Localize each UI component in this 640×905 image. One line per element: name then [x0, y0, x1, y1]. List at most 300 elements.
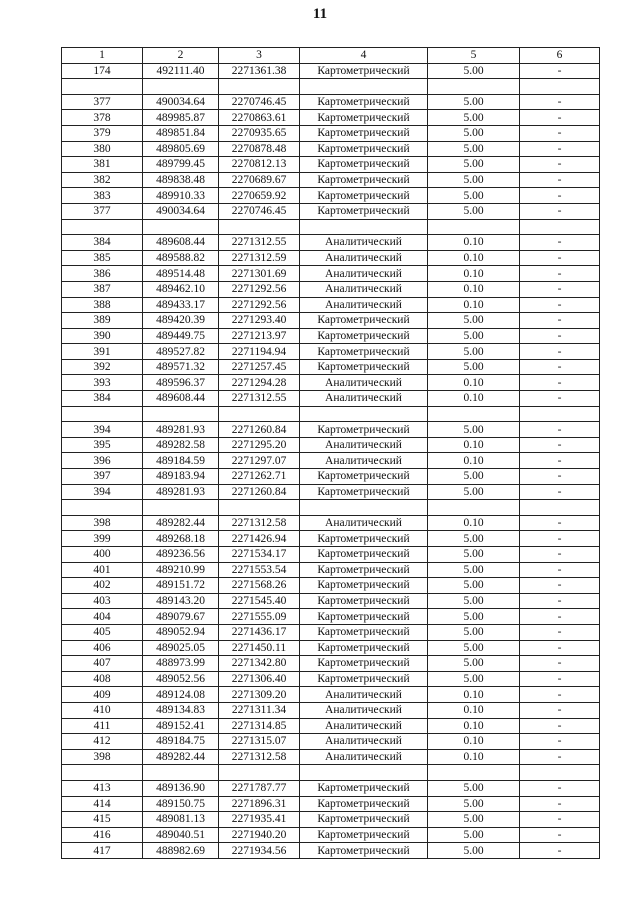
x-coordinate-cell: 489268.18: [143, 531, 219, 547]
table-row: [62, 702, 600, 718]
empty-cell: [520, 765, 600, 781]
note-cell: -: [520, 624, 600, 640]
x-coordinate-cell: 489124.08: [143, 687, 219, 703]
accuracy-cell: 5.00: [428, 796, 520, 812]
x-coordinate-cell: 489282.58: [143, 437, 219, 453]
point-number-cell: 406: [62, 640, 143, 656]
y-coordinate-cell: 2271293.40: [219, 313, 300, 329]
y-coordinate-cell: 2271257.45: [219, 359, 300, 375]
method-cell: Аналитический: [300, 235, 428, 251]
point-number-cell: 408: [62, 671, 143, 687]
accuracy-cell: 5.00: [428, 812, 520, 828]
note-cell: -: [520, 671, 600, 687]
y-coordinate-cell: 2271262.71: [219, 469, 300, 485]
point-number-cell: 377: [62, 203, 143, 219]
accuracy-cell: 5.00: [428, 484, 520, 500]
table-row: [62, 578, 600, 594]
table-row: [62, 827, 600, 843]
table-row: [62, 344, 600, 360]
point-number-cell: 385: [62, 250, 143, 266]
note-cell: -: [520, 843, 600, 859]
table-row: [62, 328, 600, 344]
method-cell: Аналитический: [300, 734, 428, 750]
note-cell: -: [520, 687, 600, 703]
accuracy-cell: 0.10: [428, 391, 520, 407]
note-cell: -: [520, 656, 600, 672]
table-row: [62, 359, 600, 375]
note-cell: -: [520, 469, 600, 485]
y-coordinate-cell: 2271312.58: [219, 749, 300, 765]
y-coordinate-cell: 2270659.92: [219, 188, 300, 204]
method-cell: Аналитический: [300, 702, 428, 718]
table-row: [62, 796, 600, 812]
method-cell: Картометрический: [300, 609, 428, 625]
empty-cell: [520, 406, 600, 422]
point-number-cell: 389: [62, 313, 143, 329]
x-coordinate-cell: 489281.93: [143, 422, 219, 438]
accuracy-cell: 0.10: [428, 250, 520, 266]
x-coordinate-cell: 489449.75: [143, 328, 219, 344]
point-number-cell: 379: [62, 125, 143, 141]
x-coordinate-cell: 489040.51: [143, 827, 219, 843]
accuracy-cell: 0.10: [428, 281, 520, 297]
table-row: [62, 687, 600, 703]
accuracy-cell: 0.10: [428, 235, 520, 251]
point-number-cell: 394: [62, 422, 143, 438]
x-coordinate-cell: 489143.20: [143, 593, 219, 609]
point-number-cell: 416: [62, 827, 143, 843]
y-coordinate-cell: 2270812.13: [219, 157, 300, 173]
note-cell: -: [520, 359, 600, 375]
method-cell: Аналитический: [300, 687, 428, 703]
empty-cell: [219, 406, 300, 422]
note-cell: -: [520, 531, 600, 547]
method-cell: Картометрический: [300, 125, 428, 141]
table-row: [62, 812, 600, 828]
note-cell: -: [520, 266, 600, 282]
accuracy-cell: 5.00: [428, 422, 520, 438]
table-row: [62, 250, 600, 266]
empty-cell: [520, 500, 600, 516]
header-cell: 4: [300, 48, 428, 64]
x-coordinate-cell: 489588.82: [143, 250, 219, 266]
accuracy-cell: 5.00: [428, 624, 520, 640]
separator-row: [62, 406, 600, 422]
x-coordinate-cell: 489183.94: [143, 469, 219, 485]
table-row: [62, 172, 600, 188]
y-coordinate-cell: 2271935.41: [219, 812, 300, 828]
method-cell: Аналитический: [300, 266, 428, 282]
note-cell: -: [520, 157, 600, 173]
accuracy-cell: 5.00: [428, 313, 520, 329]
accuracy-cell: 0.10: [428, 515, 520, 531]
y-coordinate-cell: 2271306.40: [219, 671, 300, 687]
header-cell: 6: [520, 48, 600, 64]
empty-cell: [300, 500, 428, 516]
accuracy-cell: 5.00: [428, 671, 520, 687]
y-coordinate-cell: 2270863.61: [219, 110, 300, 126]
x-coordinate-cell: 489184.59: [143, 453, 219, 469]
empty-cell: [428, 765, 520, 781]
note-cell: -: [520, 250, 600, 266]
point-number-cell: 417: [62, 843, 143, 859]
table-row: [62, 843, 600, 859]
point-number-cell: 397: [62, 469, 143, 485]
method-cell: Картометрический: [300, 359, 428, 375]
method-cell: Аналитический: [300, 453, 428, 469]
table-row: [62, 297, 600, 313]
table-row: [62, 453, 600, 469]
x-coordinate-cell: 489608.44: [143, 235, 219, 251]
note-cell: -: [520, 780, 600, 796]
y-coordinate-cell: 2271342.80: [219, 656, 300, 672]
table-row: [62, 63, 600, 79]
point-number-cell: 393: [62, 375, 143, 391]
note-cell: -: [520, 313, 600, 329]
x-coordinate-cell: 492111.40: [143, 63, 219, 79]
empty-cell: [62, 500, 143, 516]
separator-row: [62, 500, 600, 516]
point-number-cell: 400: [62, 547, 143, 563]
method-cell: Картометрический: [300, 827, 428, 843]
point-number-cell: 394: [62, 484, 143, 500]
accuracy-cell: 5.00: [428, 531, 520, 547]
page-number: 11: [312, 6, 328, 22]
table-row: [62, 484, 600, 500]
empty-cell: [300, 765, 428, 781]
accuracy-cell: 0.10: [428, 687, 520, 703]
x-coordinate-cell: 489462.10: [143, 281, 219, 297]
x-coordinate-cell: 489134.83: [143, 702, 219, 718]
table-row: [62, 313, 600, 329]
note-cell: -: [520, 281, 600, 297]
point-number-cell: 377: [62, 94, 143, 110]
table-row: [62, 375, 600, 391]
y-coordinate-cell: 2271426.94: [219, 531, 300, 547]
accuracy-cell: 5.00: [428, 578, 520, 594]
point-number-cell: 412: [62, 734, 143, 750]
y-coordinate-cell: 2271260.84: [219, 422, 300, 438]
accuracy-cell: 0.10: [428, 297, 520, 313]
point-number-cell: 381: [62, 157, 143, 173]
empty-cell: [219, 79, 300, 95]
point-number-cell: 380: [62, 141, 143, 157]
x-coordinate-cell: 489281.93: [143, 484, 219, 500]
y-coordinate-cell: 2271312.55: [219, 235, 300, 251]
y-coordinate-cell: 2271312.59: [219, 250, 300, 266]
y-coordinate-cell: 2270746.45: [219, 94, 300, 110]
table-row: [62, 94, 600, 110]
x-coordinate-cell: 489152.41: [143, 718, 219, 734]
note-cell: -: [520, 375, 600, 391]
y-coordinate-cell: 2271553.54: [219, 562, 300, 578]
note-cell: -: [520, 812, 600, 828]
table-row: [62, 437, 600, 453]
header-cell: 5: [428, 48, 520, 64]
table-row: [62, 125, 600, 141]
method-cell: Картометрический: [300, 422, 428, 438]
note-cell: -: [520, 422, 600, 438]
x-coordinate-cell: 489282.44: [143, 515, 219, 531]
accuracy-cell: 5.00: [428, 203, 520, 219]
note-cell: -: [520, 749, 600, 765]
accuracy-cell: 0.10: [428, 718, 520, 734]
point-number-cell: 386: [62, 266, 143, 282]
x-coordinate-cell: 489081.13: [143, 812, 219, 828]
method-cell: Картометрический: [300, 63, 428, 79]
accuracy-cell: 5.00: [428, 843, 520, 859]
x-coordinate-cell: 489608.44: [143, 391, 219, 407]
y-coordinate-cell: 2270746.45: [219, 203, 300, 219]
empty-cell: [143, 765, 219, 781]
y-coordinate-cell: 2271315.07: [219, 734, 300, 750]
y-coordinate-cell: 2271309.20: [219, 687, 300, 703]
empty-cell: [520, 79, 600, 95]
table-row: [62, 531, 600, 547]
x-coordinate-cell: 489514.48: [143, 266, 219, 282]
table-row: [62, 157, 600, 173]
header-cell: 3: [219, 48, 300, 64]
y-coordinate-cell: 2271194.94: [219, 344, 300, 360]
x-coordinate-cell: 489079.67: [143, 609, 219, 625]
table-header-row: [62, 48, 600, 64]
table-row: [62, 593, 600, 609]
method-cell: Картометрический: [300, 141, 428, 157]
point-number-cell: 387: [62, 281, 143, 297]
accuracy-cell: 0.10: [428, 375, 520, 391]
method-cell: Картометрический: [300, 328, 428, 344]
table-row: [62, 609, 600, 625]
empty-cell: [300, 406, 428, 422]
point-number-cell: 399: [62, 531, 143, 547]
accuracy-cell: 5.00: [428, 827, 520, 843]
accuracy-cell: 5.00: [428, 593, 520, 609]
accuracy-cell: 5.00: [428, 94, 520, 110]
note-cell: -: [520, 297, 600, 313]
accuracy-cell: 5.00: [428, 172, 520, 188]
note-cell: -: [520, 344, 600, 360]
table-row: [62, 266, 600, 282]
note-cell: -: [520, 125, 600, 141]
point-number-cell: 403: [62, 593, 143, 609]
method-cell: Картометрический: [300, 671, 428, 687]
x-coordinate-cell: 489052.56: [143, 671, 219, 687]
y-coordinate-cell: 2271787.77: [219, 780, 300, 796]
point-number-cell: 405: [62, 624, 143, 640]
x-coordinate-cell: 489985.87: [143, 110, 219, 126]
method-cell: Картометрический: [300, 172, 428, 188]
accuracy-cell: 5.00: [428, 359, 520, 375]
point-number-cell: 401: [62, 562, 143, 578]
method-cell: Аналитический: [300, 297, 428, 313]
method-cell: Картометрический: [300, 578, 428, 594]
note-cell: -: [520, 63, 600, 79]
x-coordinate-cell: 489799.45: [143, 157, 219, 173]
accuracy-cell: 5.00: [428, 547, 520, 563]
accuracy-cell: 5.00: [428, 141, 520, 157]
accuracy-cell: 5.00: [428, 344, 520, 360]
y-coordinate-cell: 2271436.17: [219, 624, 300, 640]
y-coordinate-cell: 2270689.67: [219, 172, 300, 188]
y-coordinate-cell: 2271301.69: [219, 266, 300, 282]
accuracy-cell: 5.00: [428, 609, 520, 625]
point-number-cell: 384: [62, 235, 143, 251]
point-number-cell: 383: [62, 188, 143, 204]
y-coordinate-cell: 2270935.65: [219, 125, 300, 141]
point-number-cell: 415: [62, 812, 143, 828]
method-cell: Картометрический: [300, 531, 428, 547]
method-cell: Аналитический: [300, 250, 428, 266]
y-coordinate-cell: 2271295.20: [219, 437, 300, 453]
table-row: [62, 749, 600, 765]
table-row: [62, 203, 600, 219]
y-coordinate-cell: 2271361.38: [219, 63, 300, 79]
accuracy-cell: 0.10: [428, 734, 520, 750]
note-cell: -: [520, 827, 600, 843]
method-cell: Картометрический: [300, 157, 428, 173]
y-coordinate-cell: 2271294.28: [219, 375, 300, 391]
x-coordinate-cell: 489851.84: [143, 125, 219, 141]
table-row: [62, 671, 600, 687]
method-cell: Картометрический: [300, 796, 428, 812]
x-coordinate-cell: 489025.05: [143, 640, 219, 656]
point-number-cell: 404: [62, 609, 143, 625]
empty-cell: [520, 219, 600, 235]
x-coordinate-cell: 490034.64: [143, 94, 219, 110]
note-cell: -: [520, 188, 600, 204]
point-number-cell: 392: [62, 359, 143, 375]
x-coordinate-cell: 489596.37: [143, 375, 219, 391]
method-cell: Картометрический: [300, 593, 428, 609]
note-cell: -: [520, 640, 600, 656]
table-row: [62, 547, 600, 563]
x-coordinate-cell: 489433.17: [143, 297, 219, 313]
x-coordinate-cell: 489151.72: [143, 578, 219, 594]
accuracy-cell: 0.10: [428, 437, 520, 453]
empty-cell: [300, 219, 428, 235]
point-number-cell: 391: [62, 344, 143, 360]
accuracy-cell: 5.00: [428, 157, 520, 173]
empty-cell: [219, 500, 300, 516]
note-cell: -: [520, 110, 600, 126]
point-number-cell: 402: [62, 578, 143, 594]
accuracy-cell: 0.10: [428, 266, 520, 282]
x-coordinate-cell: 489184.75: [143, 734, 219, 750]
method-cell: Картометрический: [300, 640, 428, 656]
y-coordinate-cell: 2271292.56: [219, 281, 300, 297]
separator-row: [62, 79, 600, 95]
method-cell: Картометрический: [300, 344, 428, 360]
x-coordinate-cell: 489838.48: [143, 172, 219, 188]
accuracy-cell: 5.00: [428, 469, 520, 485]
point-number-cell: 390: [62, 328, 143, 344]
x-coordinate-cell: 488973.99: [143, 656, 219, 672]
note-cell: -: [520, 203, 600, 219]
empty-cell: [219, 219, 300, 235]
note-cell: -: [520, 547, 600, 563]
y-coordinate-cell: 2271297.07: [219, 453, 300, 469]
table-row: [62, 235, 600, 251]
x-coordinate-cell: 489150.75: [143, 796, 219, 812]
empty-cell: [428, 406, 520, 422]
note-cell: -: [520, 484, 600, 500]
method-cell: Картометрический: [300, 469, 428, 485]
empty-cell: [219, 765, 300, 781]
y-coordinate-cell: 2271260.84: [219, 484, 300, 500]
empty-cell: [62, 765, 143, 781]
method-cell: Аналитический: [300, 375, 428, 391]
note-cell: -: [520, 437, 600, 453]
empty-cell: [143, 219, 219, 235]
y-coordinate-cell: 2271314.85: [219, 718, 300, 734]
x-coordinate-cell: 490034.64: [143, 203, 219, 219]
note-cell: -: [520, 578, 600, 594]
x-coordinate-cell: 489420.39: [143, 313, 219, 329]
table-row: [62, 734, 600, 750]
table-row: [62, 780, 600, 796]
point-number-cell: 396: [62, 453, 143, 469]
method-cell: Картометрический: [300, 843, 428, 859]
point-number-cell: 395: [62, 437, 143, 453]
note-cell: -: [520, 235, 600, 251]
y-coordinate-cell: 2271213.97: [219, 328, 300, 344]
note-cell: -: [520, 391, 600, 407]
note-cell: -: [520, 141, 600, 157]
table-row: [62, 110, 600, 126]
table-row: [62, 422, 600, 438]
y-coordinate-cell: 2271896.31: [219, 796, 300, 812]
header-cell: 1: [62, 48, 143, 64]
coordinates-table: [61, 47, 600, 859]
empty-cell: [300, 79, 428, 95]
table-row: [62, 281, 600, 297]
accuracy-cell: 5.00: [428, 188, 520, 204]
empty-cell: [428, 500, 520, 516]
y-coordinate-cell: 2271934.56: [219, 843, 300, 859]
method-cell: Аналитический: [300, 437, 428, 453]
point-number-cell: 388: [62, 297, 143, 313]
note-cell: -: [520, 515, 600, 531]
note-cell: -: [520, 453, 600, 469]
empty-cell: [62, 79, 143, 95]
note-cell: -: [520, 718, 600, 734]
accuracy-cell: 5.00: [428, 562, 520, 578]
method-cell: Картометрический: [300, 624, 428, 640]
table-row: [62, 656, 600, 672]
y-coordinate-cell: 2271450.11: [219, 640, 300, 656]
note-cell: -: [520, 172, 600, 188]
y-coordinate-cell: 2271568.26: [219, 578, 300, 594]
method-cell: Картометрический: [300, 94, 428, 110]
separator-row: [62, 765, 600, 781]
point-number-cell: 384: [62, 391, 143, 407]
point-number-cell: 410: [62, 702, 143, 718]
method-cell: Картометрический: [300, 547, 428, 563]
empty-cell: [428, 79, 520, 95]
header-cell: 2: [143, 48, 219, 64]
separator-row: [62, 219, 600, 235]
y-coordinate-cell: 2271555.09: [219, 609, 300, 625]
table-row: [62, 391, 600, 407]
y-coordinate-cell: 2271940.20: [219, 827, 300, 843]
y-coordinate-cell: 2271312.58: [219, 515, 300, 531]
method-cell: Картометрический: [300, 484, 428, 500]
x-coordinate-cell: 489210.99: [143, 562, 219, 578]
point-number-cell: 382: [62, 172, 143, 188]
empty-cell: [62, 219, 143, 235]
note-cell: -: [520, 702, 600, 718]
point-number-cell: 174: [62, 63, 143, 79]
